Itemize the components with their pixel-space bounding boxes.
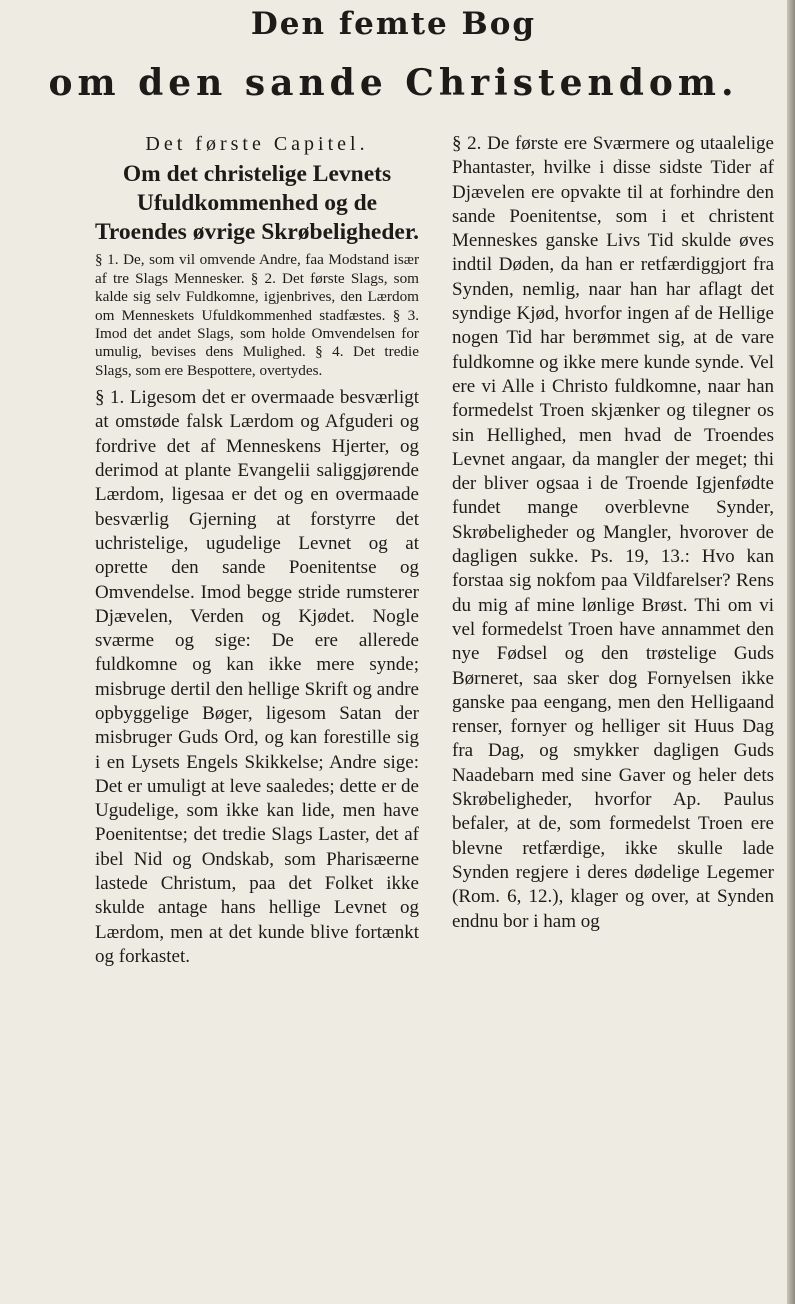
chapter-title: Om det christelige Levnets Ufuldkommenhed og de Troendes øvrige Skrøbeligheder.: [95, 161, 419, 246]
chapter-heading: Det første Capitel.: [145, 133, 369, 155]
chapter-summary: § 1. De, som vil omvende Andre, faa Modstand især af tre Slags Mennesker. § 2. Det første Slags, som kalde sig selv Fuldkomne, igjenbrives, den Lærdom om Menneskets Ufuldkommenhed stadfæstes. § 3. Imod det andet Slags, som holde Omvendelsen for umulig, bevises dens Mulighed. § 4. Det tredie Slags, som ere Bespottere, overtydes.: [95, 251, 419, 379]
right-body-text: § 2. De første ere Sværmere og utaalelige Phantaster, hvilke i disse sidste Tider af Djævelen ere opvakte til at forhindre den sande Poenitentse, som i et christent Menneskes ganske Livs Tid skulde øves indtil Døden, da han er retfærdiggjort fra Synden, nemlig, naar han har aflagt det syndige Kjød, hvorfor ingen af de Hellige nogen Tid har berømmet sig, at de vare fuldkomne og ikke mere kunde synde. Vel ere vi Alle i Christo fuldkomne, naar han formedelst Troen skjænker og tilegner os sin Hellighed, men hvad de Troendes Levnet angaar, da mangler der meget; thi der bliver ogsaa i de Troende Igjenfødte fundet mange overblevne Synder, Skrøbeligheder og Mangler, hvorover de dagligen sukke. Ps. 19, 13.: Hvo kan forstaa sig nokfom paa Vildfarelser? Rens du mig af mine lønlige Brøst. Thi om vi vel formedelst Troen have annammet den nye Fødsel og den trøstelige Guds Børneret, saa sker dog Fornyelsen ikke ganske paa eengang, men den Helligaand renser, fornyer og helliger sit Huus Dag fra Dag, og smykker dagligen Guds Naadebarn med sine Gaver og heler dets Skrøbeligheder, hvorfor Ap. Paulus befaler, at de, som formedelst Troen ere blevne retfærdige, ikke skulle lade Synden regjere i deres dødelige Legemer (Rom. 6, 12.), klager og over, at Synden endnu bor i ham og: [452, 133, 774, 932]
right-column: [452, 132, 774, 934]
page-edge-shadow: [787, 0, 795, 1304]
left-body-text: § 1. Ligesom det er overmaade besværligt at omstøde falsk Lærdom og Afguderi og fordrive det af Menneskens Hjerter, og derimod at plante Evangelii saliggjørende Lærdom, ligesaa er det og en overmaade besværlig Gjerning at forstyrre det uchristelige, ugudelige Levnet og at oprette den sande Poenitentse og Omvendelse. Imod begge stride rumsterer Djævelen, Verden og Kjødet. Nogle sværme og sige: De ere allerede fuldkomne og kan ikke mere synde; misbruge dertil den hellige Skrift og andre opbyggelige Bøger, ligesom Satan der misbruger Guds Ord, og kan forestille sig i en Lysets Engels Skikkelse; Andre sige: Det er umuligt at leve saaledes; dette er de Ugudelige, som ikke kan lide, men have Poenitentse; det tredie Slags Laster, det af ibel Nid og Ondskab, som Pharisæerne lastede Christum, paa det Folket ikke skulde antage hans hellige Levnet og Lærdom, men at det kunde blive fortænkt og forkastet.: [95, 387, 419, 967]
book-subtitle: om den sande Christendom.: [48, 62, 739, 104]
left-column: [95, 132, 419, 969]
book-title: Den femte Bog: [250, 6, 537, 42]
